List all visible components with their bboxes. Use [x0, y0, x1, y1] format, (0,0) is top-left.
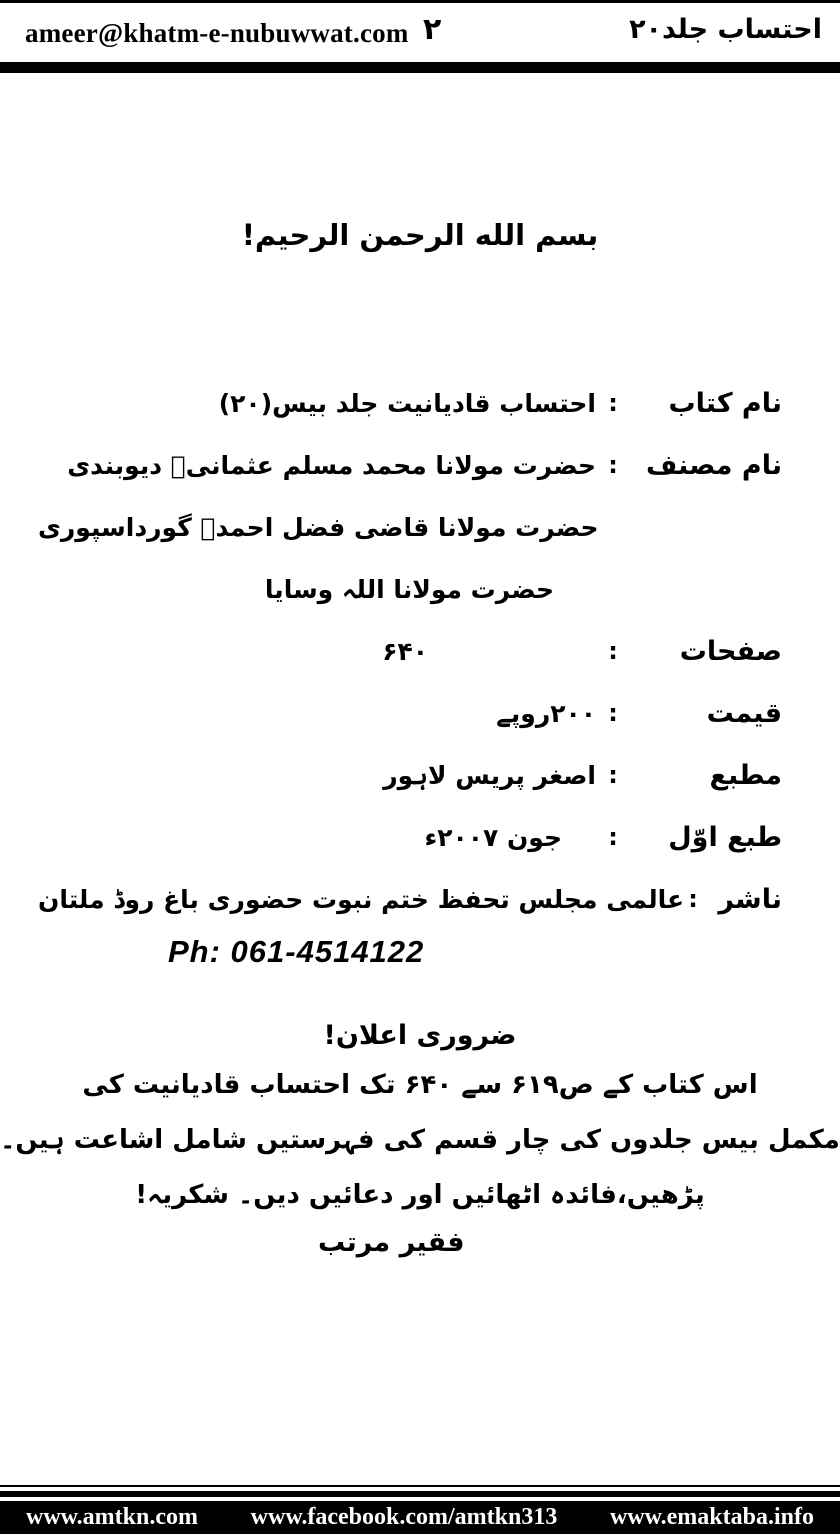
- page-number: ۲: [423, 12, 442, 47]
- announcement-line-1: اس کتاب کے ص۶۱۹ سے ۶۴۰ تک احتساب قادیانیت کی: [82, 1070, 758, 1100]
- header-email: ameer@khatm-e-nubuwwat.com: [25, 18, 409, 48]
- footer-link-amtkn: www.amtkn.com: [26, 1504, 198, 1530]
- row-value: حضرت مولانا محمد مسلم عثمانیؒ دیوبندی: [67, 450, 596, 480]
- page-header: [25, 12, 822, 58]
- table-row-author-3: [38, 558, 782, 620]
- row-label: نام کتاب: [668, 387, 782, 419]
- table-row-author-name: [38, 434, 782, 496]
- row-value: حضرت مولانا اللہ وسایا: [264, 574, 554, 604]
- top-hairline-rule: [0, 0, 840, 3]
- table-row-publisher: [38, 868, 782, 930]
- table-row-pages: [38, 620, 782, 682]
- footer-bar: [0, 1501, 840, 1534]
- footer-thick-rule: [0, 1491, 840, 1497]
- table-row-price: [38, 682, 782, 744]
- row-label: ناشر: [718, 883, 782, 915]
- announcement-line-2: مکمل بیس جلدوں کی چار قسم کی فہرستیں شامل اشاعت ہیں۔: [0, 1125, 840, 1155]
- row-value: اصغر پریس لاہور: [383, 760, 596, 790]
- table-row-first-edition: [38, 806, 782, 868]
- footer-link-emaktaba: www.emaktaba.info: [609, 1504, 814, 1530]
- table-row-book-name: [38, 372, 782, 434]
- row-colon: :: [608, 389, 618, 417]
- row-colon: :: [608, 451, 618, 479]
- row-colon: :: [688, 885, 698, 913]
- announcement-line-3: پڑھیں،فائدہ اٹھائیں اور دعائیں دیں۔ شکریہ!: [135, 1180, 705, 1210]
- row-value: حضرت مولانا قاضی فضل احمدؒ گورداسپوری: [38, 512, 599, 542]
- row-label: طبع اوّل: [668, 821, 782, 853]
- row-value: ۲۰۰روپے: [496, 698, 596, 728]
- table-row-author-2: [38, 496, 782, 558]
- book-info-table: [38, 372, 782, 930]
- row-value: جون ۲۰۰۷ء: [424, 822, 562, 852]
- row-colon: :: [608, 699, 618, 727]
- compiler-signature: فقیر مرتب: [318, 1227, 465, 1258]
- header-thick-rule: [0, 62, 840, 73]
- row-colon: :: [608, 637, 618, 665]
- footer-link-facebook: www.facebook.com/amtkn313: [250, 1504, 558, 1530]
- row-colon: :: [608, 823, 618, 851]
- publisher-phone: Ph: 061-4514122: [168, 934, 425, 969]
- row-value: ۶۴۰: [382, 636, 428, 666]
- row-label: نام مصنف: [646, 449, 782, 481]
- table-row-printer: [38, 744, 782, 806]
- row-colon: :: [608, 761, 618, 789]
- header-book-title: احتساب جلد۲۰: [629, 14, 822, 45]
- bismillah-text: بسم الله الرحمن الرحيم!: [241, 218, 599, 252]
- announcement-heading: ضروری اعلان!: [323, 1020, 517, 1051]
- row-label: مطبع: [709, 759, 782, 791]
- footer-hairline-rule: [0, 1485, 840, 1487]
- row-value: عالمی مجلس تحفظ ختم نبوت حضوری باغ روڈ ملتان: [38, 884, 685, 914]
- announcement-section: [0, 1014, 840, 1223]
- row-label: صفحات: [679, 635, 782, 667]
- row-value: احتساب قادیانیت جلد بیس(۲۰): [218, 388, 596, 418]
- row-label: قیمت: [706, 697, 782, 729]
